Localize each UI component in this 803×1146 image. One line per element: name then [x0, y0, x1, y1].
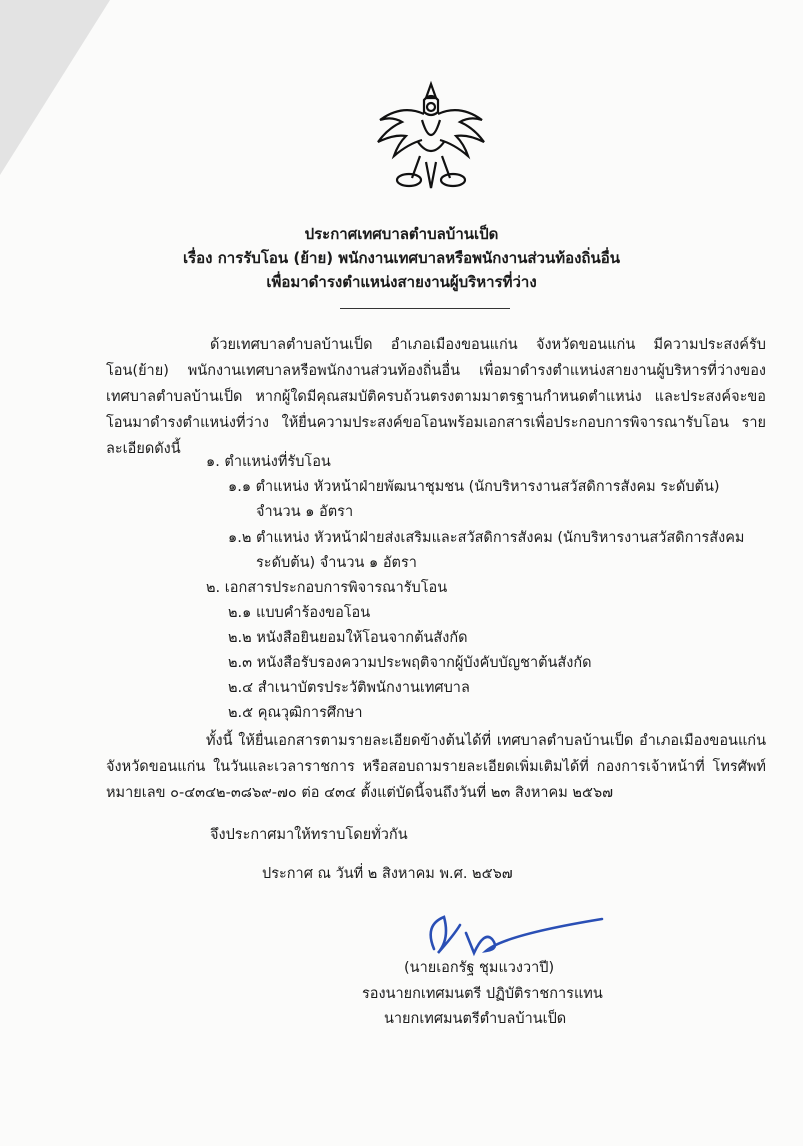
list-item: ๒.๑ แบบคำร้องขอโอน — [228, 605, 371, 621]
announcement-line: จึงประกาศมาให้ทราบโดยทั่วกัน — [210, 827, 408, 843]
document-title: ประกาศเทศบาลตำบลบ้านเป็ด — [304, 225, 499, 243]
signer-position: รองนายกเทศมนตรี ปฏิบัติราชการแทน — [362, 986, 603, 1002]
announcement-date: ประกาศ ณ วันที่ ๒ สิงหาคม พ.ศ. ๒๕๖๗ — [262, 866, 513, 882]
signer-position-2: นายกเทศมนตรีตำบลบ้านเป็ด — [384, 1011, 567, 1027]
handwritten-signature — [414, 905, 604, 961]
list-item: ๒.๔ สำเนาบัตรประวัติพนักงานเทศบาล — [228, 680, 470, 696]
list-item: ๒. เอกสารประกอบการพิจารณารับโอน — [206, 580, 448, 596]
list-item: จำนวน ๑ อัตรา — [256, 504, 354, 520]
garuda-emblem — [372, 80, 490, 192]
list-item: ๑. ตำแหน่งที่รับโอน — [206, 454, 331, 470]
closing-paragraph: ทั้งนี้ ให้ยื่นเอกสารตามรายละเอียดข้างต้นได้ที่ เทศบาลตำบลบ้านเป็ด อำเภอเมืองขอนแก่น จังหวัดขอนแก่น ในวันและเวลาราชการ หรือสอบถามรายละเอียดเพิ่มเติมได้ที่ กองการเจ้าหน้าที่ โทรศัพท์หมายเลข ๐-๔๓๔๒-๓๘๖๙-๗๐ ต่อ ๔๓๔ ตั้งแต่บัดนี้จนถึงวันที่ ๒๓ สิงหาคม ๒๕๖๗ — [106, 733, 766, 801]
list-item: ๑.๒ ตำแหน่ง หัวหน้าฝ่ายส่งเสริมและสวัสดิการสังคม (นักบริหารงานสวัสดิการสังคม — [228, 530, 745, 546]
list-item: ระดับต้น) จำนวน ๑ อัตรา — [256, 555, 417, 571]
list-item: ๒.๒ หนังสือยินยอมให้โอนจากต้นสังกัด — [228, 630, 468, 646]
signer-name: (นายเอกรัฐ ชุมแวงวาปี) — [404, 960, 555, 976]
intro-paragraph: ด้วยเทศบาลตำบลบ้านเป็ด อำเภอเมืองขอนแก่น จังหวัดขอนแก่น มีความประสงค์รับโอน(ย้าย) พนักงานเทศบาลหรือพนักงานส่วนท้องถิ่นอื่น เพื่อมาดำรงตำแหน่งสายงานผู้บริหารที่ว่างของเทศบาลตำบลบ้านเป็ด หากผู้ใดมีคุณสมบัติครบถ้วนตรงตามมาตรฐานกำหนดตำแหน่ง และประสงค์จะขอโอนมาดำรงตำแหน่งที่ว่าง ให้ยื่นความประสงค์ขอโอนพร้อมเอกสารเพื่อประกอบการพิจารณารับโอน รายละเอียดดังนี้ — [106, 337, 766, 457]
title-divider — [340, 308, 510, 309]
list-item: ๒.๕ คุณวุฒิการศึกษา — [228, 705, 363, 721]
subject-line-continued: เพื่อมาดำรงตำแหน่งสายงานผู้บริหารที่ว่าง — [266, 273, 537, 291]
subject-line: เรื่อง การรับโอน (ย้าย) พนักงานเทศบาลหรือพนักงานส่วนท้องถิ่นอื่น — [182, 249, 621, 267]
page-fold-shadow — [0, 0, 110, 175]
list-item: ๑.๑ ตำแหน่ง หัวหน้าฝ่ายพัฒนาชุมชน (นักบริหารงานสวัสดิการสังคม ระดับต้น) — [228, 479, 720, 495]
list-item: ๒.๓ หนังสือรับรองความประพฤติจากผู้บังคับบัญชาต้นสังกัด — [228, 655, 592, 671]
